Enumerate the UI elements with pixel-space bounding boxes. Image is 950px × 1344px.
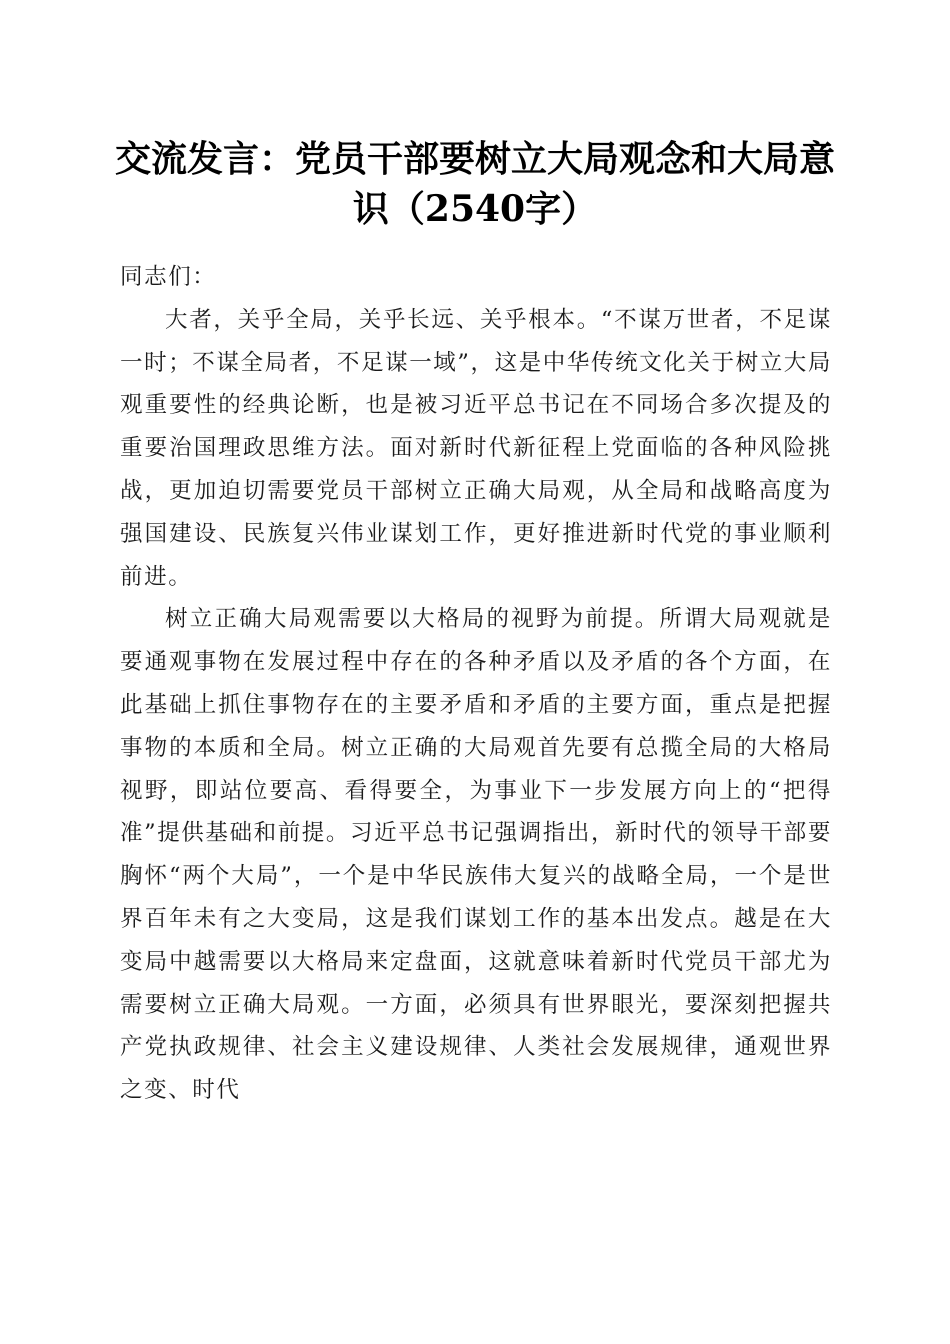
document-title: 交流发言：党员干部要树立大局观念和大局意识（2540字） [114, 138, 835, 230]
paragraph-2: 树立正确大局观需要以大格局的视野为前提。所谓大局观就是要通观事物在发展过程中存在的各种矛盾以及矛盾的各个方面，在此基础上抓住事物存在的主要矛盾和矛盾的主要方面，重点是把握事物的本质和全局。树立正确的大局观首先要有总揽全局的大格局视野，即站位要高、看得要全，为事业下一步发展方向上的“把得准”提供基础和前提。习近平总书记强调指出，新时代的领导干部要胸怀“两个大局”，一个是中华民族伟大复兴的战略全局，一个是世界百年未有之大变局，这是我们谋划工作的基本出发点。越是在大变局中越需要以大格局来定盘面，这就意味着新时代党员干部尤为需要树立正确大局观。一方面，必须具有世界眼光，要深刻把握共产党执政规律、社会主义建设规律、人类社会发展规律，通观世界之变、时代 [120, 606, 833, 1104]
document-body [120, 256, 832, 1112]
paragraph-1: 大者，关乎全局，关乎长远、关乎根本。“不谋万世者，不足谋一时；不谋全局者，不足谋一域”，这是中华传统文化关于树立大局观重要性的经典论断，也是被习近平总书记在不同场合多次提及的重要治国理政思维方法。面对新时代新征程上党面临的各种风险挑战，更加迫切需要党员干部树立正确大局观，从全局和战略高度为强国建设、民族复兴伟业谋划工作，更好推进新时代党的事业顺利前进。 [120, 306, 833, 590]
salutation: 同志们： [120, 264, 217, 290]
